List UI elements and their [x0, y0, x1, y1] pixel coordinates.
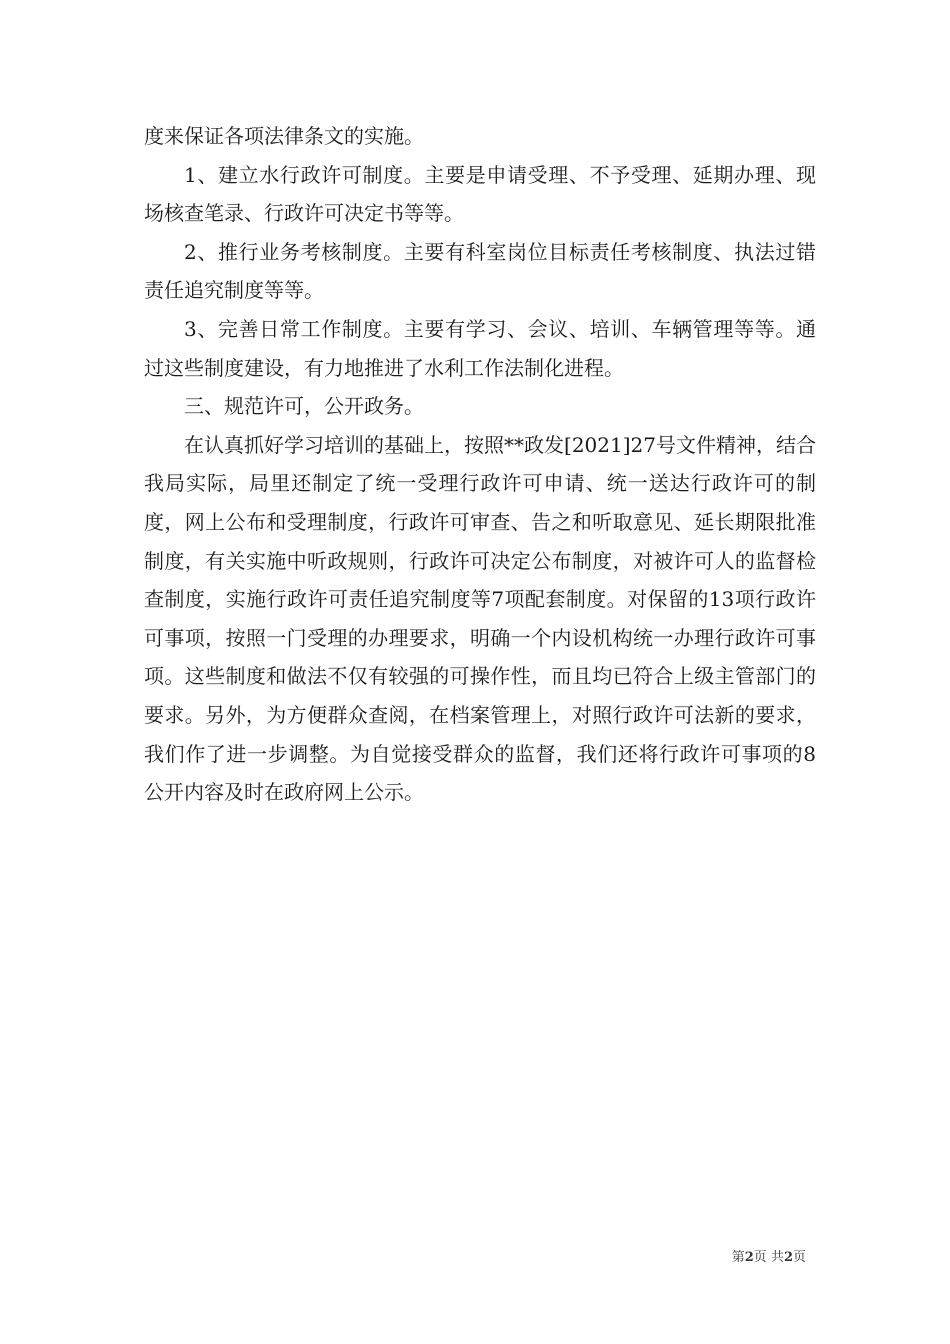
- footer-current-page: 2: [744, 1250, 754, 1265]
- paragraph-item-2: 2、推行业务考核制度。主要有科室岗位目标责任考核制度、执法过错责任追究制度等等。: [144, 239, 816, 303]
- paragraph-body: 在认真抓好学习培训的基础上，按照**政发[2021]27号文件精神，结合我局实际，局里还制定了统一受理行政许可申请、统一送达行政许可的制度，网上公布和受理制度，行政许可审查、告之和听取意见、延长期限批准制度，有关实施中听政规则，行政许可决定公布制度，对被许可人的监督检查制度，实施行政许可责任追究制度等7项配套制度。对保留的13项行政许可事项，按照一门受理的办理要求，明确一个内设机构统一办理行政许可事项。这些制度和做法不仅有较强的可操作性，而且均已符合上级主管部门的要求。另外，为方便群众查阅，在档案管理上，对照行政许可法新的要求，我们作了进一步调整。为自觉接受群众的监督，我们还将行政许可事项的8公开内容及时在政府网上公示。: [144, 432, 816, 805]
- document-body: [144, 117, 816, 812]
- paragraph-continuation: 度来保证各项法律条文的实施。: [144, 124, 424, 148]
- section-heading-3: 三、规范许可，公开政务。: [184, 394, 424, 419]
- paragraph-item-3: 3、完善日常工作制度。主要有学习、会议、培训、车辆管理等等。通过这些制度建设，有力地推进了水利工作法制化进程。: [144, 316, 816, 380]
- footer-total-pages: 2: [783, 1250, 793, 1265]
- footer-suffix: 页: [792, 1250, 806, 1265]
- paragraph-item-1: 1、建立水行政许可制度。主要是申请受理、不予受理、延期办理、现场核查笔录、行政许可决定书等等。: [144, 162, 816, 226]
- footer-middle: 页 共: [753, 1250, 784, 1265]
- footer-prefix: 第: [731, 1250, 745, 1265]
- page-footer: [732, 1246, 806, 1265]
